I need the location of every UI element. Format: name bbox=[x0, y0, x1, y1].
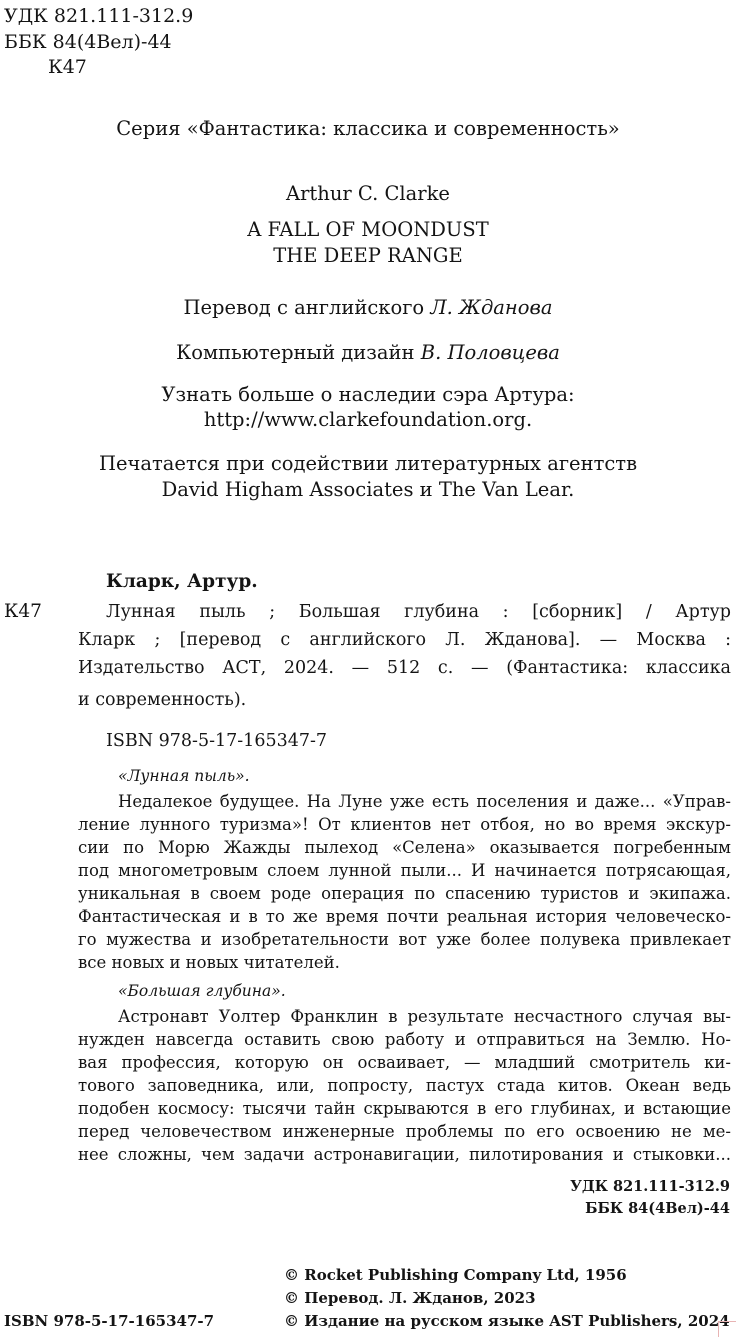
annotation-line: Астронавт Уолтер Франклин в результате несчастного случая вы- bbox=[118, 1007, 731, 1026]
annotation-line: Недалекое будущее. На Луне уже есть поселения и даже... «Управ- bbox=[118, 792, 731, 811]
original-author: Arthur C. Clarke bbox=[286, 182, 450, 205]
catalog-isbn: ISBN 978-5-17-165347-7 bbox=[106, 731, 328, 751]
footer-isbn: ISBN 978-5-17-165347-7 bbox=[4, 1312, 215, 1330]
corner-mark bbox=[718, 1321, 736, 1337]
annotation-2-title: «Большая глубина». bbox=[118, 982, 286, 1000]
original-title-2: THE DEEP RANGE bbox=[273, 244, 463, 267]
annotation-line: нее сложны, чем задачи астронавигации, пилотирования и стыковки... bbox=[78, 1145, 731, 1164]
annotation-line: го мужества и изобретательности вот уже более полувека привлекает bbox=[78, 930, 731, 949]
annotation-line: вая профессия, которую он осваивает, — младший смотритель ки- bbox=[78, 1053, 731, 1072]
annotation-line: под многометровым слоем лунной пыли... И начинается потрясающая, bbox=[78, 861, 731, 880]
catalog-description bbox=[106, 600, 731, 624]
footer-bbk: ББК 84(4Вел)-44 bbox=[585, 1200, 730, 1217]
udk-code: УДК 821.111-312.9 bbox=[4, 5, 194, 27]
annotation-line: ление лунного туризма»! От клиентов нет отбоя, но во время экскур- bbox=[78, 815, 731, 834]
annotation-line: все новых и новых читателей. bbox=[78, 953, 340, 972]
translation-credit bbox=[0, 296, 736, 320]
annotation-line: сии по Морю Жажды пылеход «Селена» оказывается погребенным bbox=[78, 838, 731, 857]
catalog-line: Лунная пыль ; Большая глубина : [сборник] / Артур bbox=[106, 602, 731, 622]
copyright-line-1: © Rocket Publishing Company Ltd, 1956 bbox=[284, 1266, 627, 1284]
annotation-1-text bbox=[78, 790, 731, 974]
catalog-line-last: и современность). bbox=[78, 690, 247, 710]
catalog-description-cont bbox=[78, 628, 731, 684]
catalog-line: Издательство АСТ, 2024. — 512 с. — (Фантастика: классика bbox=[78, 658, 731, 678]
catalog-mark: К47 bbox=[4, 601, 42, 622]
author-mark: К47 bbox=[48, 56, 87, 78]
agency-line-2: David Higham Associates и The Van Lear. bbox=[161, 478, 575, 501]
translator-name: Л. Жданова bbox=[430, 296, 553, 319]
translation-prefix: Перевод с английского bbox=[183, 296, 431, 319]
agency-line-1: Печатается при содействии литературных агентств bbox=[98, 452, 638, 475]
original-title-1: A FALL OF MOONDUST bbox=[247, 218, 489, 241]
design-credit bbox=[0, 341, 736, 365]
bbk-code: ББК 84(4Вел)-44 bbox=[4, 31, 172, 53]
copyright-line-3: © Издание на русском языке AST Publishers, 2024 bbox=[284, 1312, 730, 1330]
catalog-heading: Кларк, Артур. bbox=[106, 571, 258, 592]
annotation-line: перед человечеством инженерные проблемы по его освоению не ме- bbox=[78, 1122, 731, 1141]
legacy-url: http://www.clarkefoundation.org. bbox=[203, 408, 533, 431]
catalog-line: Кларк ; [перевод с английского Л. Жданова]. — Москва : bbox=[78, 630, 731, 650]
annotation-1-title: «Лунная пыль». bbox=[118, 767, 250, 785]
design-prefix: Компьютерный дизайн bbox=[176, 341, 421, 364]
series-title: Серия «Фантастика: классика и современность» bbox=[116, 117, 620, 140]
annotation-line: тового заповедника, или, попросту, пастух стада китов. Океан ведь bbox=[78, 1076, 731, 1095]
footer-udk: УДК 821.111-312.9 bbox=[570, 1178, 730, 1195]
copyright-line-2: © Перевод. Л. Жданов, 2023 bbox=[284, 1289, 536, 1307]
annotation-2-text bbox=[78, 1005, 731, 1166]
annotation-line: Фантастическая и в то же время почти реальная история человеческо- bbox=[78, 907, 731, 926]
annotation-line: подобен космосу: тысячи тайн скрываются в его глубинах, и встающие bbox=[78, 1099, 731, 1118]
annotation-line: нужден навсегда оставить свою работу и отправиться на Землю. Но- bbox=[78, 1030, 731, 1049]
designer-name: В. Половцева bbox=[420, 341, 560, 364]
annotation-line: уникальная в своем роде операция по спасению туристов и экипажа. bbox=[78, 884, 731, 903]
legacy-line-1: Узнать больше о наследии сэра Артура: bbox=[161, 383, 575, 406]
